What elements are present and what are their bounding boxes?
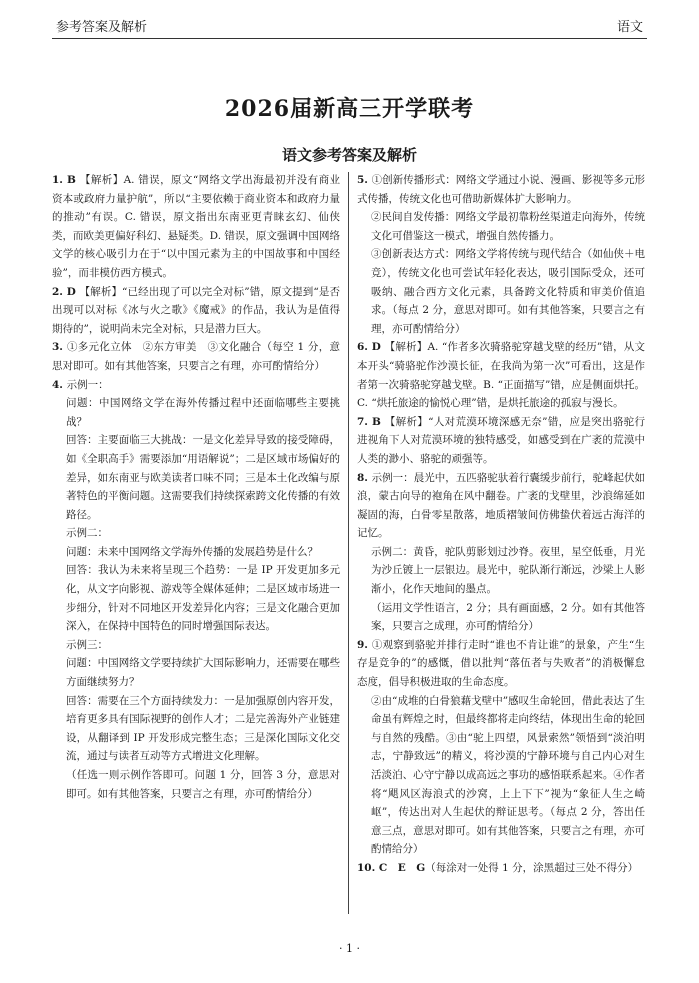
answer-text: ②民间自发传播：网络文学最初靠粉丝渠道走向海外，传统文化可借鉴这一模式，增强自然传播力。 — [371, 211, 645, 242]
answer-paragraph — [52, 376, 340, 395]
answer-paragraph — [52, 636, 340, 655]
page-title: 2026届新高三开学联考 — [224, 96, 475, 122]
answer-paragraph — [357, 469, 645, 543]
answer-paragraph — [357, 692, 645, 859]
column-divider — [348, 172, 349, 914]
answer-text: 示例一： — [66, 378, 109, 391]
answer-text: ①多元化立体 ②东方审美 ③文化融合（每空 1 分，意思对即可。如有其他答案，只要言之有理，亦可酌情给分） — [52, 341, 340, 372]
question-number: 7. B — [357, 415, 385, 428]
answer-text: ①观察到骆驼并排行走时“谁也不肯让谁”的景象，产生“生存是竞争的”的感慨，借以批判“落伍者与失败者”的消极懈怠态度，倡导积极进取的生命态度。 — [357, 638, 645, 689]
answer-paragraph — [357, 171, 645, 208]
answer-paragraph — [52, 338, 340, 375]
answer-paragraph — [52, 543, 340, 562]
answer-text: 回答：需要在三个方面持续发力：一是加强原创内容开发，培育更多具有国际视野的创作人才；二是完善海外产业链建设，从翻译到 IP 开发形成完整生态；三是深化国际文化交流，通过与读者互动等方式增进文化理解。 — [66, 694, 340, 763]
header-subject-label: 语文 — [616, 20, 643, 35]
answer-paragraph — [52, 692, 340, 766]
right-answer-column — [357, 171, 645, 878]
answer-paragraph — [52, 431, 340, 524]
header-divider — [52, 38, 647, 39]
answer-text: 示例二： — [66, 527, 108, 540]
page-subtitle: 语文参考答案及解析 — [281, 146, 417, 164]
answer-paragraph — [357, 413, 645, 469]
answer-paragraph — [357, 859, 645, 878]
answer-text: 回答：我认为未来将呈现三个趋势：一是 IP 开发更加多元化，从文字向影视、游戏等全媒体延伸；二是区域市场进一步细分，针对不同地区开发差异化内容；三是文化融合更加深入，在保持中国特色的同时增强国际表达。 — [66, 564, 340, 633]
answer-paragraph — [52, 766, 340, 803]
answer-text: 【解析】A. 错误，原文“网络文学出海最初并没有商业资本或政府力量护航”，所以“主要依赖于商业资本和政府力量的推动”有误。C. 错误，原文指出东南亚更青睐玄幻、仙侠类，而欧美更偏好科幻、悬疑类。D. 错误，原文强调中国网络文学的核心吸引力在于“以中国元素为主的中国故事和中国经验”，而非模仿西方模式。 — [52, 174, 340, 279]
answer-text: ②由“成堆的白骨狼藉戈壁中”感叹生命轮回，借此表达了生命虽有辉煌之时，但最终都将走向终结，体现出生命的轮回与自然的残酷。③由“驼上四望，风景索然”领悟到“淡泊明志，宁静致远”的精义，将沙漠的宁静环境与自己内心对生活淡泊、心守宁静以成高远之事功的感悟联系起来。④作者将“飓风区海浪式的沙窝，上上下下”视为“象征人生之崎岖”，传达出对人生起伏的辩证思考。（每点 2 分，答出任意三点，意思对即可。如有其他答案，只要言之有理，亦可酌情给分） — [371, 694, 645, 856]
answer-paragraph — [52, 524, 340, 543]
header-left-label: 参考答案及解析 — [56, 20, 148, 35]
answer-paragraph — [357, 208, 645, 245]
answer-text: ①创新传播形式：网络文学通过小说、漫画、影视等多元形式传播，传统文化也可借助新媒体扩大影响力。 — [357, 174, 645, 205]
answer-paragraph — [357, 636, 645, 692]
answer-text: （运用文学性语言，2 分；具有画面感，2 分。如有其他答案，只要言之成理，亦可酌情给分） — [371, 601, 645, 633]
question-number: 2. D — [52, 285, 80, 298]
answer-text: 问题：未来中国网络文学海外传播的发展趋势是什么？ — [66, 545, 318, 558]
answer-paragraph — [52, 394, 340, 431]
answer-text: （每涂对一处得 1 分，涂黑超过三处不得分） — [425, 861, 639, 874]
left-answer-column — [52, 171, 340, 803]
page-number: · 1 · — [339, 942, 360, 955]
answer-paragraph — [357, 543, 645, 599]
answer-paragraph — [357, 245, 645, 338]
answer-text: 【解析】“已经出现了可以完全对标”错，原文提到“是否出现可以对标《冰与火之歌》《魔戒》的作品，我认为是值得期待的”，说明尚未完全对标，只是潜力巨大。 — [52, 285, 340, 335]
answer-paragraph — [52, 283, 340, 339]
answer-text: 回答：主要面临三大挑战：一是文化差异导致的接受障碍，如《全职高手》需要添加“用语解说”；二是区域市场偏好的差异，如东南亚与欧美读者口味不同；三是本土化改编与原著特色的平衡问题。这需要我们持续探索跨文化传播的有效路径。 — [66, 434, 340, 521]
answer-text: 示例二：黄昏，驼队剪影划过沙脊。夜里，星空低垂，月光为沙丘镀上一层银边。晨光中，驼队渐行渐远，沙梁上人影渐小，化作天地间的墨点。 — [371, 545, 645, 596]
answer-paragraph — [357, 338, 645, 412]
question-number: 9. — [357, 638, 372, 651]
question-number: 1. B — [52, 174, 80, 186]
question-number: 4. — [52, 378, 67, 391]
answer-text: （任选一则示例作答即可。问题 1 分，回答 3 分，意思对即可。如有其他答案，只要言之有理，亦可酌情给分） — [66, 769, 340, 800]
answer-text: ③创新表达方式：网络文学将传统与现代结合（如仙侠＋电竞），传统文化也可尝试年轻化表达，吸引国际受众，还可吸纳、融合西方文化元素，具备跨文化特质和审美价值追求。（每点 2 分，意思对即可。如有其他答案，只要言之有理，亦可酌情给分） — [371, 248, 645, 335]
answer-text: 示例一：晨光中，五匹骆驼驮着行囊缓步前行，驼峰起伏如浪，蒙古向导的袍角在风中翻卷。广袤的戈壁里，沙浪绵延如凝固的海，白骨零星散落，地质褶皱间仿佛蛰伏着远古海洋的记忆。 — [357, 471, 645, 540]
answer-text: 【解析】A. “作者多次骑骆驼穿越戈壁的经历”错，从文本开头“骑骆驼作沙漠长征，在我尚为第一次”可看出，这是作者第一次骑骆驼穿越戈壁。B. “正面描写”错，应是侧面烘托。C. “烘托旅途的愉悦心理”错，是烘托旅途的孤寂与漫长。 — [357, 341, 645, 410]
question-number: 10. C E G — [357, 861, 426, 874]
answer-paragraph — [52, 561, 340, 635]
answer-paragraph — [357, 599, 645, 636]
answer-paragraph — [52, 654, 340, 691]
question-number: 8. — [357, 471, 372, 484]
answer-text: 问题：中国网络文学在海外传播过程中还面临哪些主要挑战？ — [66, 397, 340, 428]
answer-text: 示例三： — [66, 638, 108, 651]
question-number: 6. D — [357, 341, 385, 354]
answer-text: 问题：中国网络文学要持续扩大国际影响力，还需要在哪些方面继续努力？ — [66, 657, 340, 689]
answer-text: 【解析】“人对荒漠环境深感无奈”错，应是突出骆驼行进视角下人对荒漠环境的独特感受，如感受到在广袤的荒漠中人类的渺小、骆驼的顽强等。 — [357, 415, 645, 465]
question-number: 3. — [52, 341, 67, 354]
question-number: 5. — [357, 174, 372, 186]
answer-paragraph — [52, 171, 340, 283]
